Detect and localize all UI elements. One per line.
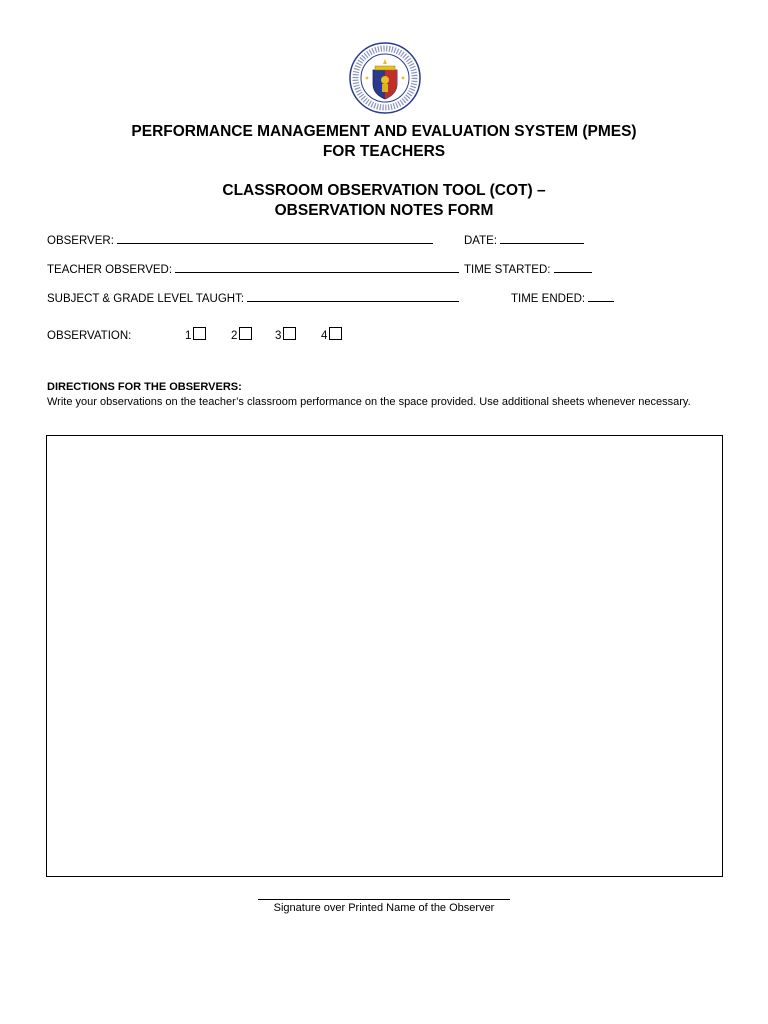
deped-seal-logo: [349, 42, 421, 114]
date-label: DATE:: [464, 235, 498, 247]
observer-input-line[interactable]: [117, 232, 433, 244]
time-ended-field: [511, 290, 614, 306]
seal-icon: [349, 42, 421, 114]
time-ended-input-line[interactable]: [588, 290, 614, 302]
observation-option-2[interactable]: 2: [231, 327, 252, 342]
teacher-observed-input-line[interactable]: [175, 261, 459, 273]
form-subtitle: CLASSROOM OBSERVATION TOOL (COT) –: [222, 182, 546, 199]
subject-grade-input-line[interactable]: [247, 290, 459, 302]
observer-label: OBSERVER:: [47, 235, 114, 247]
time-started-label: TIME STARTED:: [464, 264, 551, 276]
form-title-line2: FOR TEACHERS: [322, 143, 446, 160]
subject-grade-field: [47, 290, 459, 306]
teacher-observed-field: [47, 261, 459, 277]
checkbox-2[interactable]: [239, 327, 252, 340]
subject-grade-label: SUBJECT & GRADE LEVEL TAUGHT:: [47, 293, 245, 305]
observation-option-4[interactable]: 4: [321, 327, 342, 342]
checkbox-1[interactable]: [193, 327, 206, 340]
checkbox-3[interactable]: [283, 327, 296, 340]
observation-option-1[interactable]: 1: [185, 327, 206, 342]
directions-heading: DIRECTIONS FOR THE OBSERVERS:: [47, 381, 242, 393]
observer-field: [47, 232, 433, 248]
checkbox-4[interactable]: [329, 327, 342, 340]
observation-label: OBSERVATION:: [47, 330, 132, 342]
signature-label: Signature over Printed Name of the Observer: [273, 902, 495, 914]
time-ended-label: TIME ENDED:: [511, 293, 586, 305]
form-title: PERFORMANCE MANAGEMENT AND EVALUATION SYSTEM (PMES): [131, 123, 637, 140]
form-subtitle-line2: OBSERVATION NOTES FORM: [274, 202, 494, 219]
date-field: [464, 232, 584, 248]
teacher-observed-label: TEACHER OBSERVED:: [47, 264, 173, 276]
observation-notes-area[interactable]: [46, 435, 723, 877]
date-input-line[interactable]: [500, 232, 584, 244]
time-started-field: [464, 261, 592, 277]
signature-line[interactable]: [258, 899, 510, 900]
time-started-input-line[interactable]: [554, 261, 592, 273]
observation-option-3[interactable]: 3: [275, 327, 296, 342]
directions-body: Write your observations on the teacher’s classroom performance on the space provided. Use additional sheets whenever necessary.: [47, 396, 691, 408]
